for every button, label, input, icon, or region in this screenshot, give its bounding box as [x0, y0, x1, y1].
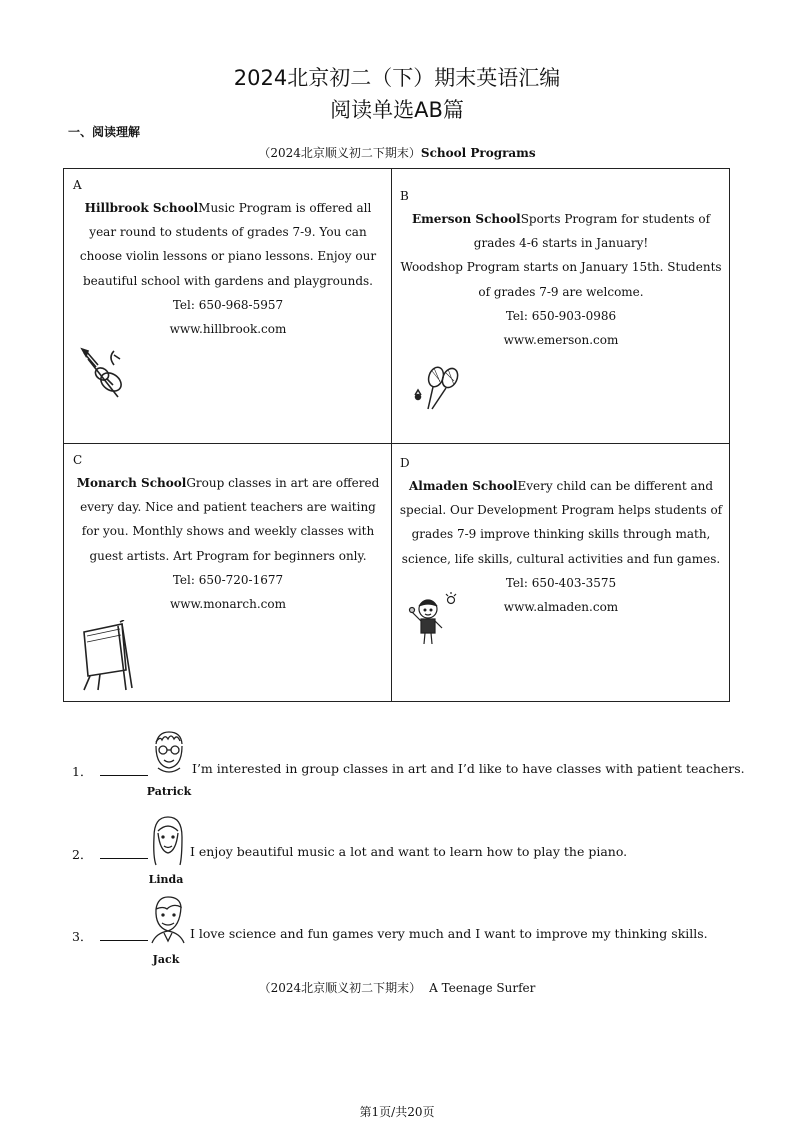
ad-cell-b	[392, 169, 729, 443]
ad-cell-d	[392, 444, 729, 701]
violin-icon	[78, 345, 134, 405]
ads-table	[63, 168, 730, 702]
answer-blank[interactable]	[100, 928, 148, 941]
question-text: I’m interested in group classes in art and I’d like to have classes with patient teachers.	[192, 761, 745, 776]
ad-body	[400, 207, 722, 352]
school-name: Emerson School	[411, 212, 521, 226]
ad-body	[72, 196, 384, 341]
answer-blank[interactable]	[100, 846, 148, 859]
passage-heading	[0, 979, 794, 996]
passage-title: A Teenage Surfer	[429, 981, 536, 995]
question-text: I love science and fun games very much and I want to improve my thinking skills.	[190, 926, 708, 941]
student-name: Patrick	[146, 785, 192, 798]
school-name: Monarch School	[76, 476, 187, 490]
page-title: 2024北京初二（下）期末英语汇编	[233, 66, 561, 90]
jack-face-icon	[148, 895, 188, 951]
page-subtitle: 阅读单选AB篇	[330, 98, 464, 122]
school-name: Hillbrook School	[84, 201, 199, 215]
ad-body	[70, 471, 386, 616]
ad-text: Every child can be different and special. Our Development Program helps students of grades 7-9 improve thinking skills through math, science, life skills, cultural activities and fun games.	[399, 479, 723, 566]
student-name: Jack	[152, 953, 180, 966]
ad-tel: Tel: 650-403-3575	[505, 575, 617, 590]
passage-source: （2024北京顺义初二下期末）	[258, 146, 421, 160]
ad-tel: Tel: 650-903-0986	[505, 308, 617, 323]
passage-title: School Programs	[420, 146, 536, 160]
ad-website: www.hillbrook.com	[169, 322, 287, 337]
question-number: 3．	[72, 929, 93, 944]
student-name: Linda	[148, 873, 184, 886]
page-footer: 第1页/共20页	[359, 1105, 435, 1119]
ad-cell-a	[64, 169, 391, 443]
ad-text-2: Woodshop Program starts on January 15th. Students of grades 7-9 are welcome.	[400, 260, 722, 299]
ad-letter: C	[73, 453, 83, 467]
ad-letter: D	[400, 456, 410, 470]
passage-source: （2024北京顺义初二下期末）	[258, 981, 422, 995]
question-number: 2．	[72, 847, 93, 862]
ad-website: www.almaden.com	[503, 600, 619, 615]
ad-tel: Tel: 650-968-5957	[172, 297, 284, 312]
ad-letter: A	[73, 178, 82, 192]
thinking-boy-icon	[398, 592, 462, 648]
school-name: Almaden School	[408, 479, 518, 493]
badminton-rackets-icon	[412, 363, 472, 413]
passage-heading	[0, 144, 794, 161]
ad-text: Music Program is offered all year round to students of grades 7-9. You can choose violin lessons or piano lessons. Enjoy our beautiful school with gardens and playgrounds.	[79, 201, 377, 288]
ad-text: Sports Program for students of grades 4-6 starts in January!	[473, 212, 711, 251]
question-text: I enjoy beautiful music a lot and want to learn how to play the piano.	[190, 844, 628, 859]
question-number: 1．	[72, 764, 93, 779]
linda-face-icon	[148, 815, 188, 871]
ad-text: Group classes in art are offered every day. Nice and patient teachers are waiting for you. Monthly shows and weekly classes with guest artists. Art Program for beginners only.	[80, 476, 380, 563]
patrick-face-icon	[148, 730, 190, 776]
ad-letter: B	[400, 189, 409, 203]
ad-cell-c	[64, 444, 391, 701]
answer-blank[interactable]	[100, 763, 148, 776]
easel-icon	[78, 620, 134, 692]
ad-website: www.emerson.com	[503, 333, 619, 348]
ad-website: www.monarch.com	[169, 597, 286, 612]
ad-tel: Tel: 650-720-1677	[172, 572, 284, 587]
section-heading: 一、阅读理解	[68, 125, 141, 139]
